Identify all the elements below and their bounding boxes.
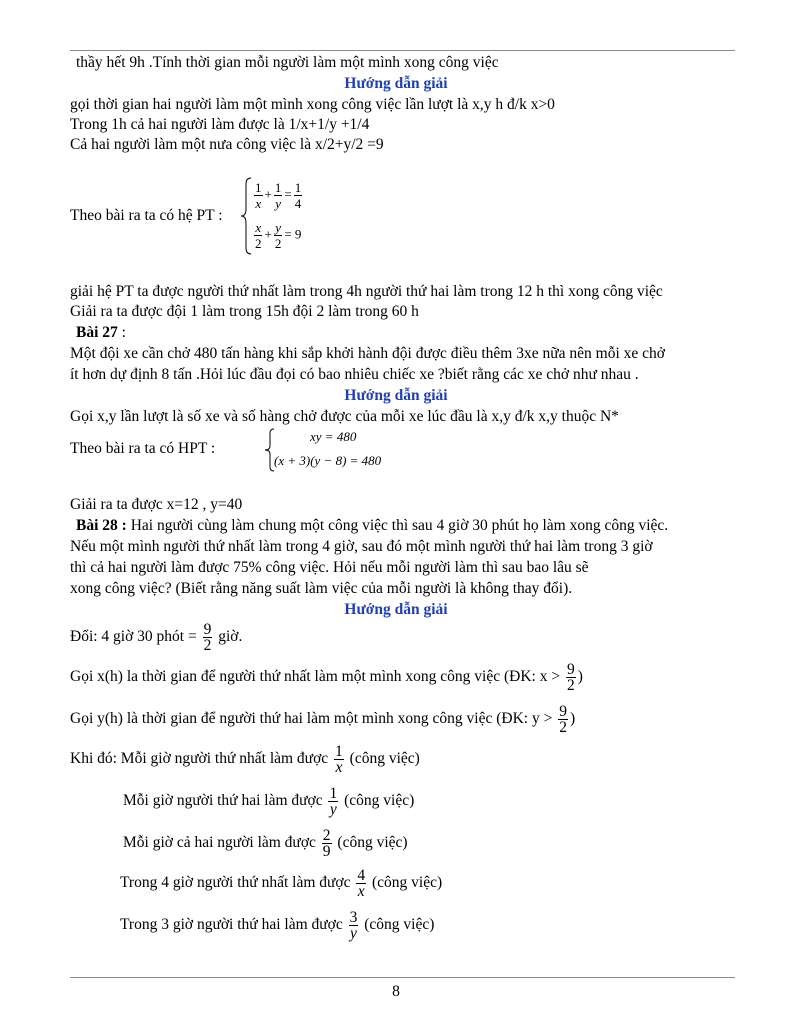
khi-do-line1: Khi đó: Mỗi giờ người thứ nhất làm được $\frac{1}{x}$ (công việc) [70,743,420,776]
system-label-2: Theo bài ra ta có HPT : [70,440,216,457]
system1-eq1: $\frac{1}{x}$ + $\frac{1}{y}$ = $\frac{1}{4}$ [255,180,302,211]
system2-eq2: (x + 3)(y − 8) = 480 [274,453,382,468]
khi-do-line4: Trong 4 giờ người thứ nhất làm được $\frac{4}{x}$ (công việc) [120,867,443,900]
heading-2: Hướng dẫn giải [344,387,448,404]
bai28-line3: thì cả hai người làm được 75% công việc. Hỏi nếu mỗi người làm thì sau bao lâu sẽ [70,559,589,576]
top-line: thầy hết 9h .Tính thời gian mỗi người làm một mình xong công việc [76,54,499,71]
heading-3: Hướng dẫn giải [344,601,448,618]
khi-do-line2: Mỗi giờ người thứ hai làm được $\frac{1}{y}$ (công việc) [123,785,415,818]
bottom-rule [70,977,735,978]
doi-line: Đổi: 4 giờ 30 phót = $\frac{9}{2}$ giờ. [70,621,243,654]
bai27-line3: Gọi x,y lần lượt là số xe và số hàng chở được của mỗi xe lúc đầu là x,y đ/k x,y thuộc N* [70,408,619,425]
p1-line1: gọi thời gian hai người làm một mình xong công việc lần lượt là x,y h đ/k x>0 [70,96,555,113]
bai27-line1: Một đội xe cần chở 480 tấn hàng khi sắp khởi hành đội được điều thêm 3xe nữa nên mỗi xe chở [70,345,665,362]
heading-1: Hướng dẫn giải [344,75,448,92]
bai28-title: Bài 28 : [76,517,127,534]
bai28-line2: Nếu một mình người thứ nhất làm trong 4 giờ, sau đó một mình người thứ hai làm trong 3 giờ [70,538,653,555]
goi-y-line: Gọi y(h) là thời gian để người thứ hai làm một mình xong công việc (ĐK: y > $\frac{9}{2}$ ) [70,703,576,736]
bai27-line2: ít hơn dự định 8 tấn .Hỏi lúc đầu đọi có bao nhiêu chiếc xe ?biết rằng các xe chở như nhau . [70,366,639,383]
bai27-title: Bài 27 [76,324,118,341]
khi-do-line5: Trong 3 giờ người thứ hai làm được $\frac{3}{y}$ (công việc) [120,909,435,942]
khi-do-line3: Mỗi giờ cả hai người làm được $\frac{2}{9}$ (công việc) [123,827,408,860]
p1-line4: giải hệ PT ta được người thứ nhất làm trong 4h người thứ hai làm trong 12 h thì xong công việc [70,283,663,300]
system-label-1: Theo bài ra ta có hệ PT : [70,207,223,224]
system1-eq2: $\frac{x}{2}$ + $\frac{y}{2}$ = 9 [255,220,302,251]
goi-x-line: Gọi x(h) la thời gian để người thứ nhất làm một mình xong công việc (ĐK: x > $\frac{9}{2}$ ) [70,661,583,694]
top-rule [70,50,735,51]
bai27-result: Giải ra ta được x=12 , y=40 [70,496,243,513]
bai27-title-line: Bài 27 : [76,324,126,341]
p1-line3: Cả hai người làm một nưa công việc là x/2+y/2 =9 [70,136,384,153]
p1-line5: Giải ra ta được đội 1 làm trong 15h đội 2 làm trong 60 h [70,303,419,320]
bai28-line1: Bài 28 : Hai người cùng làm chung một công việc thì sau 4 giờ 30 phút họ làm xong công việc. [76,517,669,534]
system2-eq1: xy = 480 [310,429,357,444]
page-number: 8 [392,983,400,1000]
bai28-line4: xong công việc? (Biết rằng năng suất làm việc của mỗi người là không thay đổi). [70,580,573,597]
p1-line2: Trong 1h cả hai người làm được là 1/x+1/y +1/4 [70,116,370,133]
